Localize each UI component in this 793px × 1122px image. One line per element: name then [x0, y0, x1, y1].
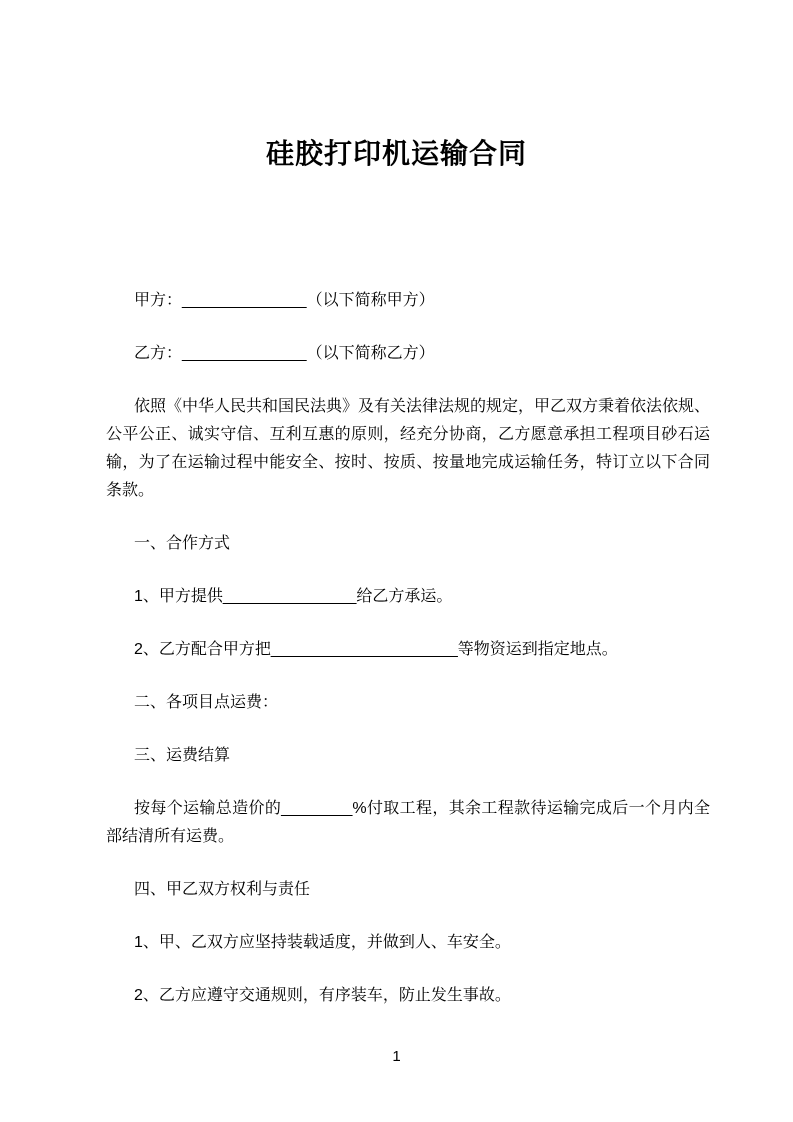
preamble-paragraph: 依照《中华人民共和国民法典》及有关法律法规的规定，甲乙双方秉着依法依规、公平公正、诚实守信、互利互惠的原则，经充分协商，乙方愿意承担工程项目砂石运输，为了在运输过程中能安全、按时、按质、按量地完成运输任务，特订立以下合同条款。: [106, 398, 711, 499]
clause-1-1: 1、甲方提供_______________给乙方承运。: [134, 588, 453, 605]
clause-4-2: 2、乙方应遵守交通规则，有序装车，防止发生事故。: [134, 987, 511, 1004]
title-area: [0, 0, 793, 172]
clause-1-2: 2、乙方配合甲方把_____________________等物资运到指定地点。: [134, 641, 618, 658]
document-title: 硅胶打印机运输合同: [265, 138, 527, 169]
party-b-line: 乙方：______________（以下简称乙方）: [134, 345, 435, 362]
page-number: 1: [392, 1048, 401, 1065]
section-1-heading: 一、合作方式: [134, 535, 231, 552]
party-a-line: 甲方：______________（以下简称甲方）: [134, 292, 435, 309]
section-4-heading: 四、甲乙双方权利与责任: [134, 881, 311, 898]
section-2-heading: 二、各项目点运费：: [134, 694, 279, 711]
clause-4-1: 1、甲、乙双方应坚持装载适度，并做到人、车安全。: [134, 934, 511, 951]
document-body: [0, 172, 793, 1010]
clause-3-1: 按每个运输总造价的________%付取工程，其余工程款待运输完成后一个月内全部结清所有运费。: [106, 800, 710, 845]
section-3-heading: 三、运费结算: [134, 747, 231, 764]
